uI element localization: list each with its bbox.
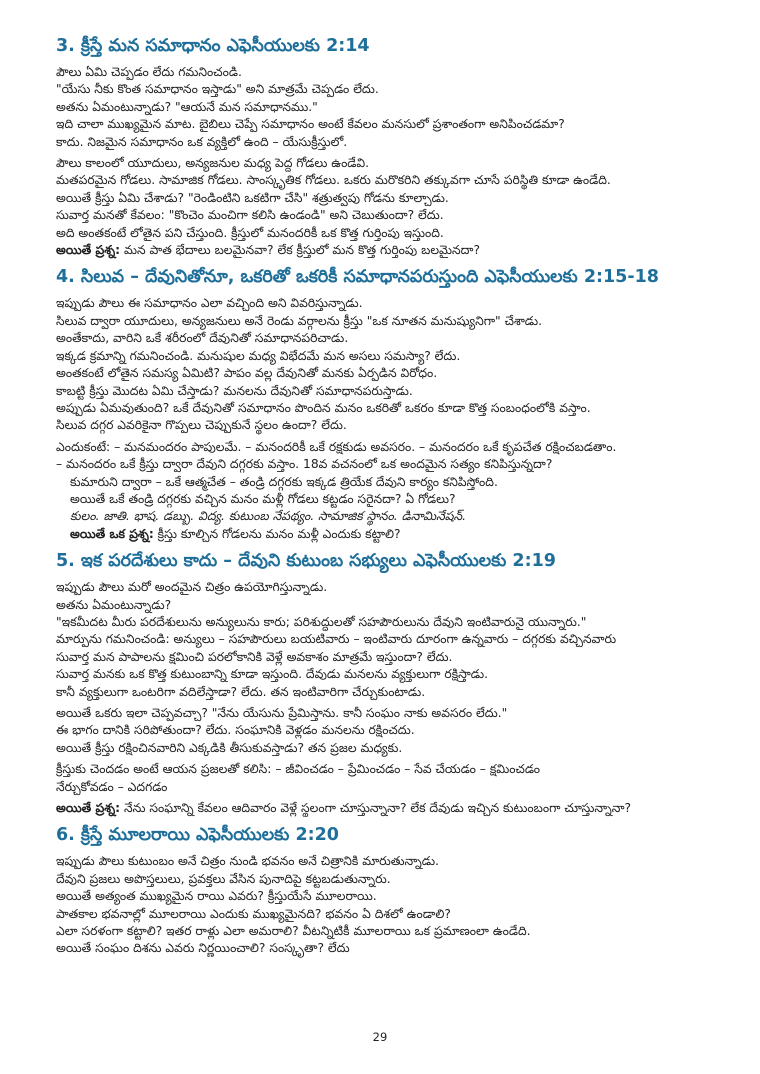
text-line [56,474,720,491]
section-heading: 6. క్రీస్తే మూలరాయి ఎఫెసీయులకు 2:20 [56,825,339,846]
line-text: మార్పును గమనించండి: అన్యులు – సహపౌరులు బయటివారు – ఇంటివారు దూరంగా ఉన్నవారు – దగ్గరకు వచ్చినవారు [56,632,617,647]
section-heading: 3. క్రీస్తే మన సమాధానం ఎఫెసీయులకు 2:14 [56,36,370,56]
line-text: సిలువ ద్వారా యూదులు, అన్యజనులు అనే రెండు వర్గాలను క్రీస్తు "ఒక నూతన మనుష్యునిగా" చేశాడు. [56,313,543,328]
paragraph [56,155,720,259]
line-text: ఇక్కడ క్రమాన్ని గమనించండి. మనుషుల మధ్య విభేదమే మన అసలు సమస్యా? లేదు. [56,348,461,363]
text-line [56,313,720,330]
line-text: అంతకంటే లోతైన సమస్య ఏమిటి? పాపం వల్ల దేవునితో మనకు ఏర్పడిన విరోధం. [56,366,438,381]
line-text: క్రీస్తు కూల్చిన గోడలను మనం మళ్లీ ఎందుకు కట్టాలి? [153,526,401,541]
line-text: అప్పుడు ఏమవుతుంది? ఒకే దేవునితో సమాధానం పొందిన మనం ఒకరితో ఒకరం కూడా కొత్త సంబంధంలోకి వస్తాం. [56,400,591,415]
text-line [56,871,720,888]
text-line [56,666,720,683]
line-text: అయితే అత్యంత ముఖ్యమైన రాయి ఎవరు? క్రీస్తుయేసే మూలరాయి. [56,889,377,904]
text-line [56,439,720,456]
text-line [56,940,720,957]
text-line [56,761,720,778]
text-line [56,81,720,98]
paragraph [56,579,720,701]
text-line [56,597,720,614]
text-line [56,906,720,923]
line-text: కుమారుని ద్వారా – ఒకే ఆత్మచేత – తండ్రి దగ్గరకు ఇక్కడ త్రియేక దేవుని కార్యం కనిపిస్తోంది. [70,474,498,489]
paragraph [56,64,720,151]
line-text: కులం. జాతి. భాష. డబ్బు. విద్య. కుటుంబ నేపథ్యం. సామాజిక స్థానం. డినామినేషన్. [70,509,467,524]
line-text: సువార్త మనకు ఒక కొత్త కుటుంబాన్ని కూడా ఇస్తుంది. దేవుడు మనలను వ్యక్తులుగా రక్షిస్తాడు. [56,667,489,682]
line-text: ఇప్పుడు పౌలు ఈ సమాధానం ఎలా వచ్చింది అని వివరిస్తున్నాడు. [56,296,363,311]
line-text: "ఇకమీదట మీరు పరదేశులును అన్యులును కారు; పరిశుద్ధులతో సహపౌరులును దేవుని ఇంటివారునై యున్నారు." [56,614,587,629]
section [56,823,720,957]
text-line [56,330,720,347]
text-line [56,779,720,796]
text-line [56,456,720,473]
section [56,265,720,543]
text-line [56,853,720,870]
line-text: అది అంతకంటే లోతైన పని చేస్తుంది. క్రీస్తులో మనందరికీ ఒక కొత్త గుర్తింపు ఇస్తుంది. [56,225,444,240]
line-text: ఇది చాలా ముఖ్యమైన మాట. బైబిలు చెప్పే సమాధానం అంటే కేవలం మనసులో ప్రశాంతంగా అనిపించడమా? [56,117,565,132]
text-line [56,631,720,648]
line-text: ఎలా సరళంగా కట్టాలి? ఇతర రాళ్లు ఎలా అమరాలి? వీటన్నిటికీ మూలరాయి ఒక ప్రమాణంలా ఉండేది. [56,924,531,939]
text-line [56,295,720,312]
line-text: మన పాత భేదాలు బలమైనవా? లేక క్రీస్తులో మన కొత్త గుర్తింపు బలమైనదా? [120,243,480,258]
section [56,549,720,817]
paragraph [56,295,720,434]
question-label: అయితే ప్రశ్న: [56,801,121,816]
paragraph [56,800,720,817]
text-line [56,190,720,207]
paragraph [56,761,720,796]
text-line [56,579,720,596]
text-line [56,134,720,151]
text-line [56,684,720,701]
line-text: ఇప్పుడు పౌలు మరో అందమైన చిత్రం ఉపయోగిస్తున్నాడు. [56,580,328,595]
line-text: అతను ఏమంటున్నాడు? [56,597,172,612]
line-text: పాతకాల భవనాల్లో మూలరాయి ఎందుకు ముఖ్యమైనది? భవనం ఏ దిశలో ఉండాలి? [56,906,451,921]
text-line [56,722,720,739]
line-text: – మనందరం ఒకే క్రీస్తు ద్వారా దేవుని దగ్గరకు వస్తాం. 18వ వచనంలో ఒక అందమైన సత్యం కనిపిస్తున్నదా? [56,457,553,472]
text-line [56,740,720,757]
line-text: కానీ వ్యక్తులుగా ఒంటరిగా వదిలేస్తాడా? లేదు. తన ఇంటివారిగా చేర్చుకుంటాడు. [56,684,426,699]
text-line [56,649,720,666]
line-text: "యేసు నీకు కొంత సమాధానం ఇస్తాడు" అని మాత్రమే చెప్పడం లేదు. [56,82,379,97]
line-text: ఎందుకంటే: – మనమందరం పాపులమే. – మనందరికీ ఒకే రక్షకుడు అవసరం. – మనందరం ఒకే కృపచేత రక్షించబడతాం. [56,439,617,454]
line-text: అయితే క్రీస్తు రక్షించినవారిని ఎక్కడికి తీసుకువస్తాడు? తన ప్రజల మధ్యకు. [56,740,403,755]
question-line [56,242,720,259]
line-text: అయితే ఒకరు ఇలా చెప్పవచ్చా? "నేను యేసును ప్రేమిస్తాను. కానీ సంఘం నాకు అవసరం లేదు." [56,706,508,720]
question-line [56,526,720,543]
line-text: కాబట్టి క్రీస్తు మొదట ఏమి చేస్తాడు? మనలను దేవునితో సమాధానపరుస్తాడు. [56,383,413,398]
line-text: మతపరమైన గోడలు. సామాజిక గోడలు. సాంస్కృతిక గోడలు. ఒకరు మరొకరిని తక్కువగా చూసే పరిస్థితి కూడా ఉండేది. [56,173,611,188]
page-number: 29 [372,1030,388,1044]
paragraph [56,439,720,543]
text-line [56,348,720,365]
line-text: ఇప్పుడు పౌలు కుటుంబం అనే చిత్రం నుండి భవనం అనే చిత్రానికి మారుతున్నాడు. [56,854,440,869]
line-text: కాదు. నిజమైన సమాధానం ఒక వ్యక్తిలో ఉంది – యేసుక్రీస్తులో. [56,134,348,149]
line-text: అయితే సంఘం దిశను ఎవరు నిర్ణయించాలి? సంస్కృతా? లేదు [56,941,350,956]
line-text: సిలువ దగ్గర ఎవరికైనా గొప్పలు చెప్పుకునే స్థలం ఉందా? లేదు. [56,418,347,433]
question-line [56,800,720,817]
text-line [56,225,720,242]
line-text: నేర్చుకోవడం – ఎదగడం [56,779,168,794]
text-line [56,365,720,382]
line-text: పౌలు కాలంలో యూదులు, అన్యజనుల మధ్య పెద్ద గోడలు ఉండేవి. [56,156,370,171]
text-line [56,923,720,940]
paragraph [56,705,720,757]
line-text: అయితే క్రీస్తు ఏమి చేశాడు? "రెండింటిని ఒకటిగా చేసి" శత్రుత్వపు గోడను కూల్చాడు. [56,190,449,205]
line-text: ఈ భాగం దానికి సరిపోతుందా? లేదు. సంఘానికి వెళ్లడం మనలను రక్షించదు. [56,723,415,738]
line-text: అంతేకాదు, వారిని ఒకే శరీరంలో దేవునితో సమాధానపరిచాడు. [56,331,349,346]
line-text: దేవుని ప్రజలు అపొస్తలులు, ప్రవక్తలు వేసిన పునాదిపై కట్టబడుతున్నారు. [56,871,391,886]
line-text: సువార్త మనతో కేవలం: "కొంచెం మంచిగా కలిసి ఉండండి" అని చెబుతుందా? లేదు. [56,208,444,223]
question-label: అయితే ప్రశ్న: [56,243,121,258]
question-label: అయితే ఒక ప్రశ్న: [70,526,154,541]
text-line [56,888,720,905]
text-line [56,116,720,133]
page-content [56,34,720,958]
text-line [56,614,720,631]
line-text: సువార్త మన పాపాలను క్షమించి పరలోకానికి వెళ్లే అవకాశం మాత్రమే ఇస్తుందా? లేదు. [56,649,453,664]
text-line [56,705,720,722]
text-line [56,508,720,525]
text-line [56,400,720,417]
text-line [56,99,720,116]
text-line [56,155,720,172]
text-line [56,207,720,224]
section [56,34,720,259]
text-line [56,417,720,434]
text-line [56,383,720,400]
text-line [56,172,720,189]
line-text: పౌలు ఏమి చెప్పడం లేదు గమనించండి. [56,65,242,79]
section-heading: 5. ఇక పరదేశులు కాదు – దేవుని కుటుంబ సభ్యులు ఎఫెసీయులకు 2:19 [56,551,556,572]
text-line [56,64,720,81]
line-text: అతను ఏమంటున్నాడు? "ఆయనే మన సమాధానము." [56,99,318,114]
line-text: నేను సంఘాన్ని కేవలం ఆదివారం వెళ్లే స్థలంగా చూస్తున్నానా? లేక దేవుడు ఇచ్చిన కుటుంబంగా చూస్తున్నానా? [120,801,631,816]
text-line [56,491,720,508]
line-text: అయితే ఒకే తండ్రి దగ్గరకు వచ్చిన మనం మళ్లీ గోడలు కట్టడం సరైనదా? ఏ గోడలు? [70,491,456,506]
paragraph [56,853,720,957]
section-heading: 4. సిలువ – దేవునితోనూ, ఒకరితో ఒకరికీ సమాధానపరుస్తుంది ఎఫెసీయులకు 2:15-18 [56,267,659,288]
line-text: క్రీస్తుకు చెందడం అంటే ఆయన ప్రజలతో కలిసి: – జీవించడం – ప్రేమించడం – సేవ చేయడం – క్షమించడం [56,762,540,777]
